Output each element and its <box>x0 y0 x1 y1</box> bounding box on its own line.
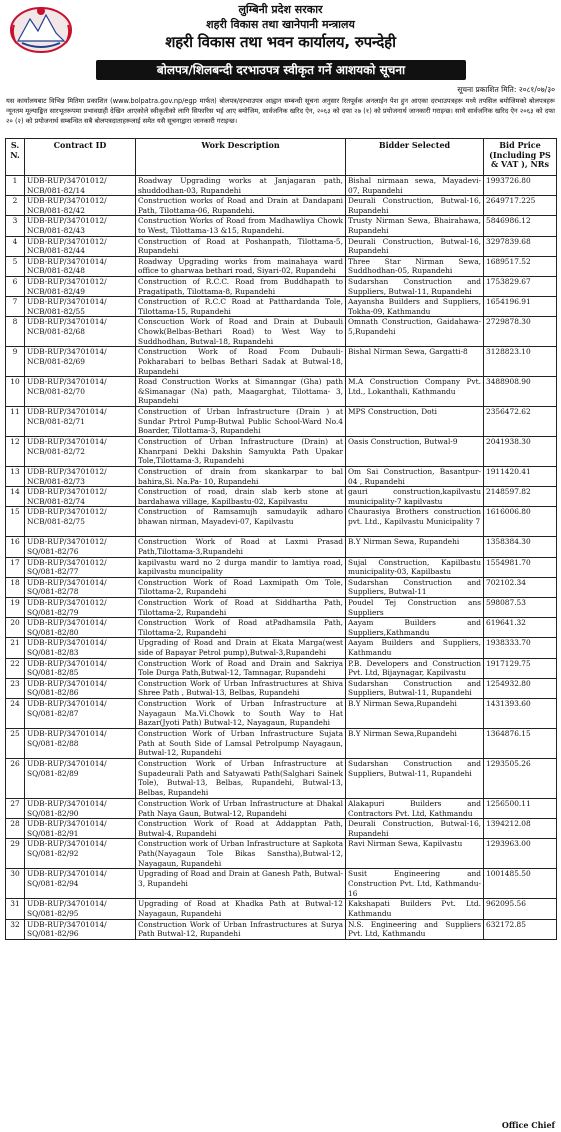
cell-bidder-selected: Chaurasiya Brothers construction pvt. Ltd., Kapilvastu Municipality 7 <box>346 507 484 537</box>
cell-bid-price: 1364876.15 <box>484 728 557 758</box>
cell-sn: 4 <box>6 236 25 256</box>
cell-contract-id: UDB-RUP/34701012/ NCB/081-82/43 <box>25 216 136 236</box>
cell-contract-id: UDB-RUP/34701014/ SQ/081-82/89 <box>25 758 136 798</box>
table-row <box>6 658 557 678</box>
cell-bidder-selected: Kakshapati Builders Pvt. Ltd. Kathmandu <box>346 899 484 919</box>
cell-sn: 20 <box>6 618 25 638</box>
cell-sn: 24 <box>6 698 25 728</box>
cell-contract-id: UDB-RUP/34701014/ NCB/081-82/69 <box>25 347 136 377</box>
cell-sn: 22 <box>6 658 25 678</box>
cell-bid-price: 3128823.10 <box>484 347 557 377</box>
cell-bidder-selected: Bishal nirmaan sewa, Mayadevi-07, Rupandehi <box>346 176 484 196</box>
table-row <box>6 196 557 216</box>
cell-bidder-selected: Deurali Construction, Butwal-16, Rupandehi <box>346 236 484 256</box>
table-row <box>6 638 557 658</box>
cell-sn: 8 <box>6 317 25 347</box>
table-row <box>6 377 557 407</box>
cell-bidder-selected: Aayam Builders and Suppliers, Kathmandu <box>346 638 484 658</box>
cell-bidder-selected: Sudarshan Construction and Suppliers, Butwal-11 <box>346 577 484 597</box>
cell-sn: 25 <box>6 728 25 758</box>
cell-bid-price: 1001485.50 <box>484 869 557 899</box>
cell-bid-price: 598087.53 <box>484 598 557 618</box>
cell-bid-price: 1753829.67 <box>484 276 557 296</box>
cell-sn: 5 <box>6 256 25 276</box>
cell-contract-id: UDB-RUP/34701014/ SQ/081-82/85 <box>25 658 136 678</box>
cell-work-description: Upgrading of Road and Drain at Ekata Marga(west side of Bapayar Petrol pump),Butwal-3,Rupandehi <box>136 638 346 658</box>
cell-work-description: Construction Work of Urban Infrastructure at Supadeurali Path and Satyawati Path(Salghari Sainek Tole), Butwal-13, Belbas, Rupandehi, Butwal-13, Belbas, Rupandehi <box>136 758 346 798</box>
cell-contract-id: UDB-RUP/34701012/ SQ/081-82/77 <box>25 557 136 577</box>
cell-bidder-selected: Sudarshan Construction and Suppliers, Butwal-11, Rupandehi <box>346 758 484 798</box>
cell-work-description: Construction of Urban Infrastructure (Drain) at Khanrpani Dekhi Dakshin Samyukta Path Upakar Tole,Tilottama-3, Rupandehi <box>136 437 346 467</box>
cell-work-description: Upgrading of Road and Drain at Ganesh Path, Butwal-3, Rupandehi <box>136 869 346 899</box>
table-row <box>6 537 557 557</box>
table-row <box>6 899 557 919</box>
table-row <box>6 758 557 798</box>
cell-bid-price: 1917129.75 <box>484 658 557 678</box>
table-row <box>6 317 557 347</box>
office-chief-signature: Office Chief <box>501 1120 555 1130</box>
cell-contract-id: UDB-RUP/34701014/ SQ/081-82/91 <box>25 819 136 839</box>
cell-sn: 7 <box>6 297 25 317</box>
cell-sn: 9 <box>6 347 25 377</box>
cell-bid-price: 1394212.08 <box>484 819 557 839</box>
cell-work-description: Construction Work of Urban Infrastructure Sujata Path at South Side of Lamsal Petrolpump Nayagaun, Butwal-12, Rupandehi <box>136 728 346 758</box>
cell-bid-price: 1431393.60 <box>484 698 557 728</box>
cell-sn: 31 <box>6 899 25 919</box>
cell-contract-id: UDB-RUP/34701014/ NCB/081-82/48 <box>25 256 136 276</box>
table-row <box>6 819 557 839</box>
cell-bidder-selected: M.A Construction Company Pvt. Ltd., Lokanthali, Kathmandu <box>346 377 484 407</box>
cell-sn: 3 <box>6 216 25 236</box>
cell-bid-price: 2356472.62 <box>484 407 557 437</box>
cell-bid-price: 1616006.80 <box>484 507 557 537</box>
cell-work-description: Construction of R.C.C Road at Patthardanda Tole, Tilottama-15, Rupandehi <box>136 297 346 317</box>
cell-sn: 11 <box>6 407 25 437</box>
table-row <box>6 487 557 507</box>
publication-date: सूचना प्रकाशित मिति: २०८१/०७/३० <box>457 85 555 94</box>
cell-bid-price: 1293963.00 <box>484 839 557 869</box>
cell-sn: 2 <box>6 196 25 216</box>
cell-bid-price: 1938333.70 <box>484 638 557 658</box>
header-sn: S. N. <box>6 139 25 176</box>
cell-sn: 10 <box>6 377 25 407</box>
cell-bid-price: 1911420.41 <box>484 467 557 487</box>
cell-bid-price: 3488908.90 <box>484 377 557 407</box>
cell-sn: 27 <box>6 798 25 818</box>
cell-bidder-selected: Poudel Tej Construction ans Suppliers <box>346 598 484 618</box>
cell-work-description: Construction of road, drain slab kerb stone at bardahawa village, Kapilbastu-02, Kapilvastu <box>136 487 346 507</box>
cell-bid-price: 1293505.26 <box>484 758 557 798</box>
office-title: शहरी विकास तथा भवन कार्यालय, रुपन्देही <box>165 33 396 51</box>
cell-contract-id: UDB-RUP/34701012/ SQ/081-82/76 <box>25 537 136 557</box>
cell-work-description: Construction of drain from skankarpar to bal bahira,Si. Na.Pa- 10, Rupandehi <box>136 467 346 487</box>
cell-contract-id: UDB-RUP/34701012/ NCB/081-82/14 <box>25 176 136 196</box>
cell-work-description: Construction Work of Road at Laxmi Prasad Path,Tilottama-3,Rupandehi <box>136 537 346 557</box>
cell-work-description: Construction works of Road and Drain at Dandapani Path, Tilottama-06, Rupandehi. <box>136 196 346 216</box>
table-row <box>6 176 557 196</box>
table-row <box>6 276 557 296</box>
cell-work-description: Upgrading of Road at Khadka Path at Butwal-12 Nayagaun, Rupandehi <box>136 899 346 919</box>
cell-sn: 32 <box>6 919 25 939</box>
header-work-description: Work Description <box>136 139 346 176</box>
cell-work-description: Construction Work of Road Laxmipath Om Tole, Tilottama-2, Rupandehi <box>136 577 346 597</box>
cell-sn: 14 <box>6 487 25 507</box>
cell-contract-id: UDB-RUP/34701014/ NCB/081-82/70 <box>25 377 136 407</box>
cell-bidder-selected: Om Sai Construction, Basantpur-04 , Rupandehi <box>346 467 484 487</box>
table-row <box>6 507 557 537</box>
cell-contract-id: UDB-RUP/34701014/ SQ/081-82/83 <box>25 638 136 658</box>
table-row <box>6 577 557 597</box>
cell-contract-id: UDB-RUP/34701014/ NCB/081-82/68 <box>25 317 136 347</box>
cell-work-description: kapilvastu ward no 2 durga mandir to lamtiya road, kapilvastu muncipality <box>136 557 346 577</box>
table-row <box>6 698 557 728</box>
cell-work-description: Construction Work of Urban Infrastructures at Shiva Shree Path , Butwal-13, Belbas, Rupandehi <box>136 678 346 698</box>
cell-sn: 1 <box>6 176 25 196</box>
cell-bid-price: 3297839.68 <box>484 236 557 256</box>
table-row <box>6 256 557 276</box>
cell-contract-id: UDB-RUP/34701012/ SQ/081-82/79 <box>25 598 136 618</box>
cell-work-description: Road Construction Works at Simanngar (Gha) path &Simanagar (Na) path, Maagarghat, Tilottama- 3, Rupandehi <box>136 377 346 407</box>
cell-bid-price: 1358384.30 <box>484 537 557 557</box>
cell-work-description: Construction of Urban Infrastructure (Drain ) at Sundar Prtrol Pump-Butwal Public School-Ward No.4 Boarder, Tilottama-3, Rupandehi <box>136 407 346 437</box>
header-bid-price: Bid Price (Including PS & VAT ), NRs <box>484 139 557 176</box>
cell-contract-id: UDB-RUP/34701014/ SQ/081-82/88 <box>25 728 136 758</box>
table-row <box>6 618 557 638</box>
cell-bidder-selected: Ravi Nirman Sewa, Kapilvastu <box>346 839 484 869</box>
cell-contract-id: UDB-RUP/34701014/ NCB/081-82/55 <box>25 297 136 317</box>
table-row <box>6 728 557 758</box>
cell-sn: 13 <box>6 467 25 487</box>
cell-bid-price: 2729878.30 <box>484 317 557 347</box>
table-row <box>6 437 557 467</box>
cell-sn: 19 <box>6 598 25 618</box>
cell-contract-id: UDB-RUP/34701014/ SQ/081-82/94 <box>25 869 136 899</box>
cell-contract-id: UDB-RUP/34701014/ SQ/081-82/96 <box>25 919 136 939</box>
table-row <box>6 557 557 577</box>
cell-work-description: Roadway Upgrading works at Janjagaran path, shuddodhan-03, Rupandehi <box>136 176 346 196</box>
cell-bidder-selected: Sudarshan Construction and Suppliers, Butwal-11, Rupandehi <box>346 276 484 296</box>
cell-sn: 12 <box>6 437 25 467</box>
cell-bid-price: 962095.56 <box>484 899 557 919</box>
cell-bid-price: 5846986.12 <box>484 216 557 236</box>
cell-bidder-selected: Deurali Construction, Butwal-16, Rupandehi <box>346 819 484 839</box>
cell-bidder-selected: Trusty Nirman Sewa, Bhairahawa, Rupandehi <box>346 216 484 236</box>
table-row <box>6 839 557 869</box>
cell-sn: 6 <box>6 276 25 296</box>
cell-contract-id: UDB-RUP/34701012/ NCB/081-82/73 <box>25 467 136 487</box>
cell-bid-price: 2041938.30 <box>484 437 557 467</box>
table-row <box>6 297 557 317</box>
cell-bid-price: 1256500.11 <box>484 798 557 818</box>
cell-work-description: Construction Work of Road Fcom Dubauli- Pokharabari to belbas Bethari Sadak at Butwal-18, Rupandehi <box>136 347 346 377</box>
table-row <box>6 347 557 377</box>
cell-work-description: Conscuction Work of Road and Drain at Dubauli Chowk(Belbas-Bethari Road) to West Way to Suddhodhan, Butwal-18, Rupandehi <box>136 317 346 347</box>
cell-sn: 21 <box>6 638 25 658</box>
notice-intro-paragraph: यस कार्यालयबाट विभिन्न मितिमा प्रकाशित (www.bolpatra.gov.np/egp मार्फत) बोलपत्र/दरभाउपत्र आह्वान सम्बन्धी सूचना अनुसार रितपूर्वक अनलाईन पेश हुन आएका दरभाउपत्रहरू मध्ये तपसिल बमोजिमको बोलपत्रहरू न्यूनतम मूल्याङ्कित सारभूतरूपमा प्रभावग्राही देखिन आएकोले स्वीकृतीको लागि सिफारिस भई आए बमोजिम, सार्वजनिक खरिद ऐन, २०६३ को दफा २७ (१) को प्रयोजनार्थ जानकारी गराइन्छ। साथै सार्वजनिक खरिद ऐन २०६३ को दफा २० (२) को प्रयोजनार्थ सम्बन्धित सबै बोलपत्रदाताहरूलाई समेत यसै सूचनाद्वारा जानकारी गराइन्छ। <box>6 97 555 125</box>
table-row <box>6 678 557 698</box>
cell-bidder-selected: P.B. Developers and Construction Pvt. Ltd, Bijaynagar, Kapilvastu <box>346 658 484 678</box>
cell-sn: 16 <box>6 537 25 557</box>
cell-bidder-selected: Deurali Construction, Butwal-16, Rupandehi <box>346 196 484 216</box>
header-contract-id: Contract ID <box>25 139 136 176</box>
cell-sn: 23 <box>6 678 25 698</box>
cell-work-description: Construction Work of Road atPadhamsila Path, Tilottama-2, Rupandehi <box>136 618 346 638</box>
cell-work-description: Construction Work of Urban Infrastructure at Nayagaun Ma.Vi.Chowk to South Way to Hat Bazar(Jyoti Path) Butwal-12, Nayagaun, Rupandehi <box>136 698 346 728</box>
cell-bidder-selected: Aayam Builders and Suppliers,Kathmandu <box>346 618 484 638</box>
table-row <box>6 236 557 256</box>
cell-contract-id: UDB-RUP/34701014/ SQ/081-82/86 <box>25 678 136 698</box>
notice-header <box>0 0 561 58</box>
cell-contract-id: UDB-RUP/34701012/ NCB/081-82/44 <box>25 236 136 256</box>
cell-bid-price: 2649717.225 <box>484 196 557 216</box>
table-row <box>6 598 557 618</box>
cell-bid-price: 619641.32 <box>484 618 557 638</box>
cell-bidder-selected: Three Star Nirman Sewa, Suddhodhan-05, Rupandehi <box>346 256 484 276</box>
cell-contract-id: UDB-RUP/34701014/ NCB/081-82/71 <box>25 407 136 437</box>
cell-contract-id: UDB-RUP/34701014/ SQ/081-82/87 <box>25 698 136 728</box>
cell-bidder-selected: B.Y Nirman Sewa,Rupandehi <box>346 698 484 728</box>
cell-bid-price: 1554981.70 <box>484 557 557 577</box>
cell-bidder-selected: Sudarshan Construction and Suppliers, Butwal-11, Rupandehi <box>346 678 484 698</box>
cell-sn: 18 <box>6 577 25 597</box>
table-row <box>6 407 557 437</box>
cell-work-description: Construction Work of Road at Addapptan Path, Butwal-4, Rupandehi <box>136 819 346 839</box>
cell-bidder-selected: Susit Engineering and Construction Pvt. Ltd, Kathmandu-16 <box>346 869 484 899</box>
cell-bidder-selected: Oasis Construction, Butwal-9 <box>346 437 484 467</box>
cell-bid-price: 1654196.91 <box>484 297 557 317</box>
cell-contract-id: UDB-RUP/34701014/ SQ/081-82/92 <box>25 839 136 869</box>
cell-sn: 30 <box>6 869 25 899</box>
cell-contract-id: UDB-RUP/34701012/ NCB/081-82/49 <box>25 276 136 296</box>
table-row <box>6 869 557 899</box>
cell-contract-id: UDB-RUP/34701012/ NCB/081-82/75 <box>25 507 136 537</box>
cell-work-description: Construction Work of Road at Siddhartha Path, Tilottama-2, Rupandehi <box>136 598 346 618</box>
cell-bid-price: 1254932.80 <box>484 678 557 698</box>
cell-work-description: Construction of R.C.C. Road from Buddhapath to Pragatipath, Tilottama-8, Rupandehi <box>136 276 346 296</box>
cell-work-description: Construction of Ramsamujh samudayik adharo bhawan nirman, Mayadevi-07, Kapilvastu <box>136 507 346 537</box>
cell-work-description: Construction work of Urban Infrastructure at Sapkota Path(Nayagaun Tole Bikas Sanstha),Butwal-12, Nayagaun, Rupandehi <box>136 839 346 869</box>
cell-bidder-selected: Alakapuri Builders and Contractors Pvt. Ltd, Kathmandu <box>346 798 484 818</box>
table-row <box>6 216 557 236</box>
cell-bidder-selected: B.Y Nirman Sewa, Rupandehi <box>346 537 484 557</box>
cell-contract-id: UDB-RUP/34701012/ NCB/081-82/74 <box>25 487 136 507</box>
cell-contract-id: UDB-RUP/34701014/ SQ/081-82/80 <box>25 618 136 638</box>
notice-banner: बोलपत्र/शिलबन्दी दरभाउपत्र स्वीकृत गर्ने आशयको सूचना <box>96 60 466 80</box>
cell-contract-id: UDB-RUP/34701014/ SQ/081-82/90 <box>25 798 136 818</box>
cell-contract-id: UDB-RUP/34701014/ SQ/081-82/95 <box>25 899 136 919</box>
cell-sn: 26 <box>6 758 25 798</box>
cell-bidder-selected: MPS Construction, Doti <box>346 407 484 437</box>
cell-bidder-selected: Bishal Nirman Sewa, Gargatti-8 <box>346 347 484 377</box>
cell-bidder-selected: gauri construction,kapilvastu municipality-7 kapilvastu <box>346 487 484 507</box>
province-government-title: लुम्बिनी प्रदेश सरकार <box>238 3 323 16</box>
cell-bid-price: 632172.85 <box>484 919 557 939</box>
cell-bidder-selected: Sujal Construction, Kapilbastu municipality-03, Kapilbastu <box>346 557 484 577</box>
table-row <box>6 467 557 487</box>
cell-sn: 17 <box>6 557 25 577</box>
cell-sn: 15 <box>6 507 25 537</box>
table-row <box>6 919 557 939</box>
cell-work-description: Construction Work of Urban Infrastructures at Surya Path Butwal-12, Rupandehi <box>136 919 346 939</box>
table-row <box>6 798 557 818</box>
cell-sn: 29 <box>6 839 25 869</box>
cell-contract-id: UDB-RUP/34701014/ NCB/081-82/72 <box>25 437 136 467</box>
cell-work-description: Roadway Upgrading works from mainahaya ward office to gharwaa bethari road, Siyari-02, Rupandehi <box>136 256 346 276</box>
table-header-row <box>6 139 557 176</box>
cell-bid-price: 2148597.82 <box>484 487 557 507</box>
cell-bid-price: 1689517.52 <box>484 256 557 276</box>
cell-contract-id: UDB-RUP/34701014/ SQ/081-82/78 <box>25 577 136 597</box>
cell-work-description: Construction Work of Road and Drain and Sakriya Tole Durga Path,Butwal-12, Tamnagar, Rupandehi <box>136 658 346 678</box>
cell-work-description: Construction Works of Road from Madhawliya Chowk to West, Tilottama-13 &15, Rupandehi. <box>136 216 346 236</box>
cell-bid-price: 702102.34 <box>484 577 557 597</box>
cell-contract-id: UDB-RUP/34701012/ NCB/081-82/42 <box>25 196 136 216</box>
cell-bid-price: 1993726.80 <box>484 176 557 196</box>
header-bidder-selected: Bidder Selected <box>346 139 484 176</box>
cell-bidder-selected: Omnath Construction, Gaidahawa-5,Rupandehi <box>346 317 484 347</box>
ministry-title: शहरी विकास तथा खानेपानी मन्त्रालय <box>206 18 355 31</box>
cell-bidder-selected: N.S. Engineering and Suppliers Pvt. Ltd, Kathmandu <box>346 919 484 939</box>
cell-sn: 28 <box>6 819 25 839</box>
cell-bidder-selected: B.Y Nirman Sewa,Rupandehi <box>346 728 484 758</box>
contract-award-table <box>5 138 557 940</box>
cell-work-description: Construction Work of Urban Infrastructure at Dhakal Path Naya Gaun, Butwal-12, Rupandehi <box>136 798 346 818</box>
cell-bidder-selected: Aayansha Builders and Suppliers, Tokha-09, Kathmandu <box>346 297 484 317</box>
cell-work-description: Construction of Road at Poshanpath, Tilottama-5, Rupandehi <box>136 236 346 256</box>
